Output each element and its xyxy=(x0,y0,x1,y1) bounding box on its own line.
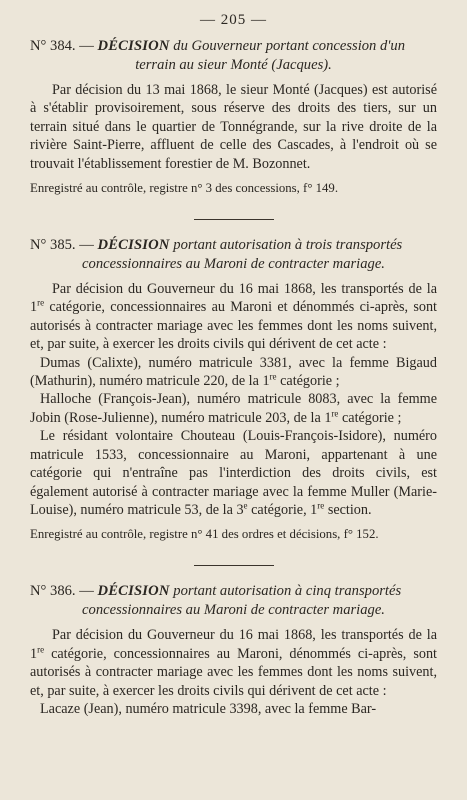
entry-paragraph: Dumas (Calixte), numéro matricule 3381, avec la femme Bigaud (Mathurin), numéro matricule 220, de la 1re catégorie ; xyxy=(30,354,437,390)
entry-subject-line2: concessionnaires au Maroni de contracter mariage. xyxy=(82,602,385,619)
decision-word: DÉCISION xyxy=(97,237,170,254)
entry-dash: — xyxy=(75,583,98,600)
section-divider xyxy=(194,219,274,220)
entry-386 xyxy=(30,582,437,718)
entry-paragraph: Par décision du Gouverneur du 16 mai 1868, les transportés de la 1re catégorie, concessionnaires au Maroni et dénommés ci-après, sont autorisés à contracter mariage avec les femmes dont les noms suivent, et, par suite, à exercer les droits civils qui dérivent de cet acte : xyxy=(30,281,437,353)
entry-paragraph: Lacaze (Jean), numéro matricule 3398, avec la femme Bar- xyxy=(40,700,377,717)
entry-384 xyxy=(30,37,437,197)
entry-dash: — xyxy=(75,38,98,54)
entry-subject-line2: terrain au sieur Monté (Jacques). xyxy=(135,57,332,73)
decision-word: DÉCISION xyxy=(97,583,170,600)
register-note: Enregistré au contrôle, registre n° 3 des concessions, f° 149. xyxy=(30,181,339,196)
entry-number: N° 386. xyxy=(30,583,76,600)
entry-subject-line1: du Gouverneur portant concession d'un xyxy=(169,38,406,54)
page-number: — 205 — xyxy=(200,12,267,28)
entry-dash: — xyxy=(75,237,98,254)
entry-paragraph: Halloche (François-Jean), numéro matricule 8083, avec la femme Jobin (Rose-Julienne), numéro matricule 203, de la 1re catégorie ; xyxy=(30,391,437,426)
entry-heading xyxy=(30,582,437,620)
entry-heading xyxy=(30,37,437,75)
section-divider xyxy=(194,565,274,566)
decision-word: DÉCISION xyxy=(97,38,170,54)
entry-number: N° 384. xyxy=(30,38,76,54)
entry-subject-line2: concessionnaires au Maroni de contracter mariage. xyxy=(82,256,385,273)
entry-paragraph: Le résidant volontaire Chouteau (Louis-François-Isidore), numéro matricule 1533, concessionnaire au Maroni, appartenant à une catégorie qui n'entraîne pas l'interdiction des droits civils, est également autorisé à contracter mariage avec la femme Muller (Marie-Louise), numéro matricule 53, de la 3e catégorie, 1re section. xyxy=(30,428,437,518)
entry-385 xyxy=(30,236,437,543)
entry-heading xyxy=(30,236,437,274)
entry-subject-line1: portant autorisation à trois transportés xyxy=(169,237,403,254)
entry-number: N° 385. xyxy=(30,237,76,254)
entry-subject-line1: portant autorisation à cinq transportés xyxy=(169,583,402,600)
entry-paragraph: Par décision du 13 mai 1868, le sieur Monté (Jacques) est autorisé à s'établir provisoirement, sous réserve des droits des tiers, sur un terrain situé dans le quartier de Tonnégrande, sur la rive droite de la rivière Saint-Pierre, affluent de celle des Cascades, à l'endroit où se trouvait l'établissement forestier de M. Bozonnet. xyxy=(30,82,437,172)
register-note: Enregistré au contrôle, registre n° 41 des ordres et décisions, f° 152. xyxy=(30,527,379,542)
entry-paragraph: Par décision du Gouverneur du 16 mai 1868, les transportés de la 1re catégorie, concessionnaires au Maroni, dénommés ci-après, sont autorisés à contracter mariage avec les femmes dont les noms suivent, et, par suite, à exercer les droits civils qui dérivent de cet acte : xyxy=(30,627,437,699)
